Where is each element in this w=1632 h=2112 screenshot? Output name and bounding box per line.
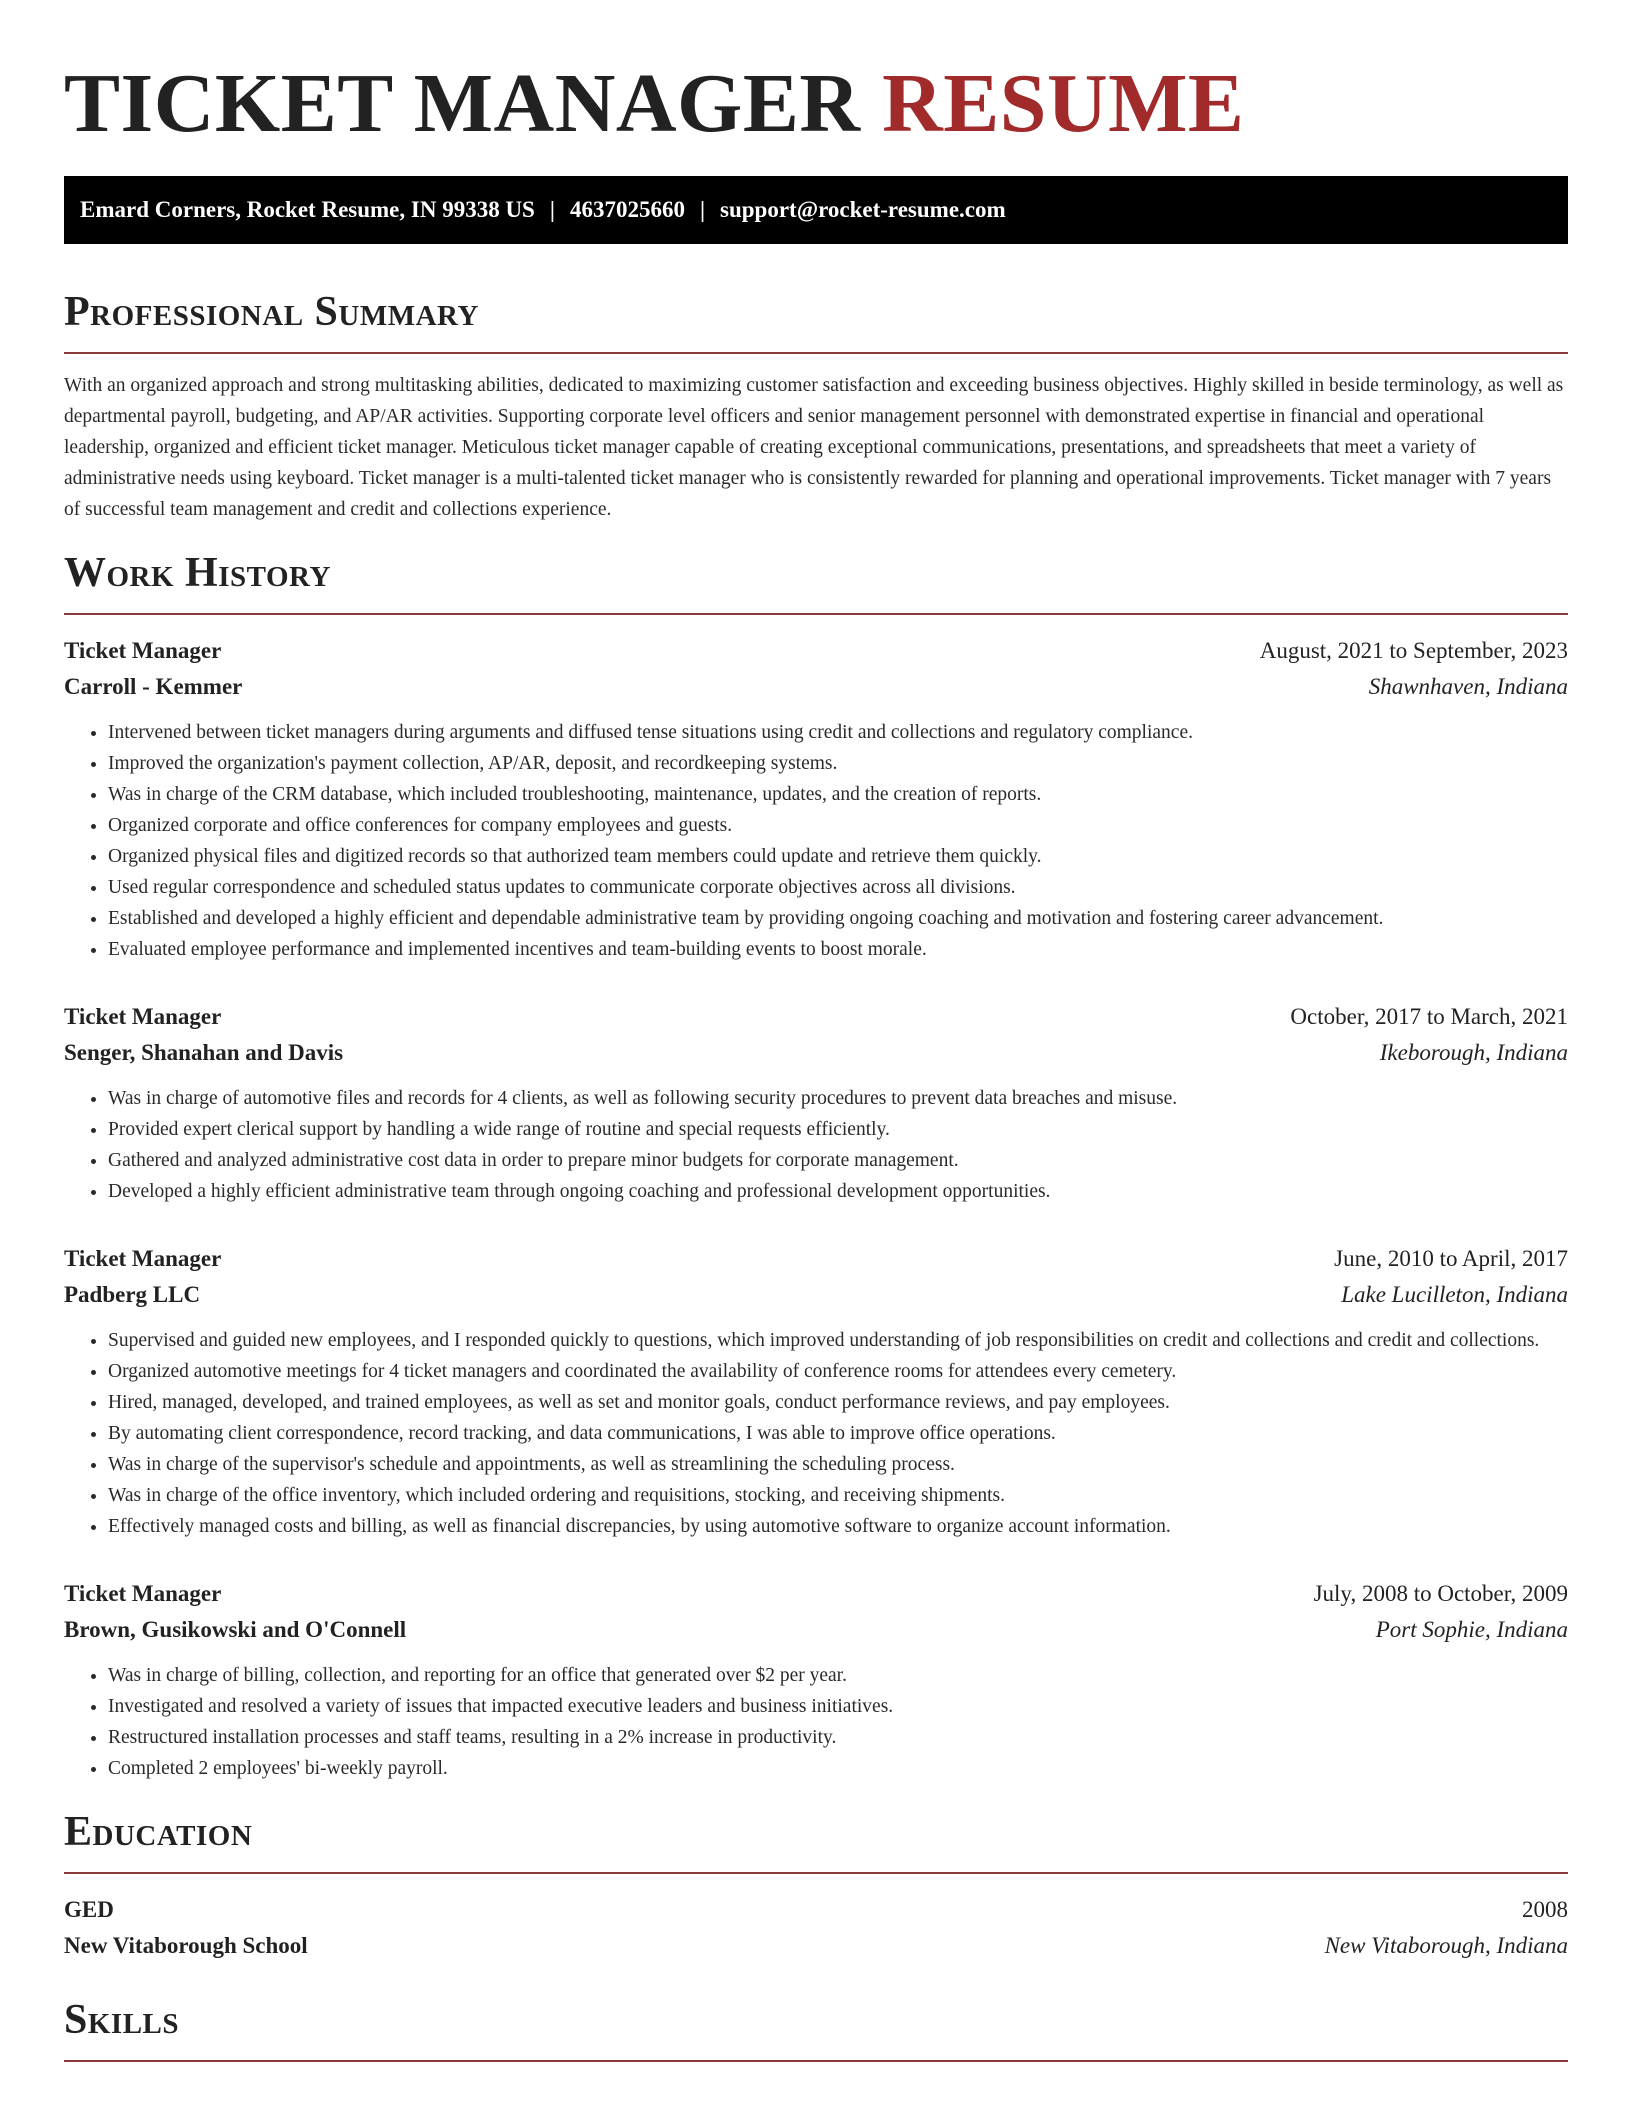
contact-address: Emard Corners, Rocket Resume, IN 99338 US: [80, 197, 535, 222]
job-bullet: • Was in charge of automotive files and records for 4 clients, as well as following security procedures to prevent data breaches and misuse.: [108, 1083, 1568, 1114]
contact-separator: |: [549, 197, 555, 222]
education-year: 2008: [1522, 1897, 1568, 1922]
job-dates: August, 2021 to September, 2023: [1259, 638, 1568, 663]
job-bullet: • Organized corporate and office conferences for company employees and guests.: [108, 810, 1568, 841]
job-company: Padberg LLC: [64, 1282, 201, 1307]
job-title: Ticket Manager: [64, 1581, 222, 1606]
contact-email: support@rocket-resume.com: [720, 197, 1006, 222]
job-entry: [64, 1241, 1568, 1542]
job-entry: [64, 1576, 1568, 1784]
job-title: Ticket Manager: [64, 1004, 222, 1029]
education-section: [64, 1806, 1568, 1964]
job-location: Lake Lucilleton, Indiana: [1341, 1282, 1568, 1307]
section-heading-education: Education: [64, 1809, 253, 1855]
contact-separator: |: [699, 197, 706, 222]
job-bullet: • Effectively managed costs and billing, as well as financial discrepancies, by using automotive software to organize account information.: [108, 1511, 1568, 1542]
section-divider: [64, 613, 1568, 615]
education-entry: [64, 1892, 1568, 1964]
job-bullet: • Organized automotive meetings for 4 ticket managers and coordinated the availability of conference rooms for attendees every cemetery.: [108, 1356, 1568, 1387]
job-dates: October, 2017 to March, 2021: [1290, 1004, 1568, 1029]
job-bullets: [64, 717, 1568, 965]
job-bullet: • Completed 2 employees' bi-weekly payroll.: [108, 1753, 1568, 1784]
job-bullet: • Hired, managed, developed, and trained employees, as well as set and monitor goals, conduct performance reviews, and pay employees.: [108, 1387, 1568, 1418]
job-bullet: • Was in charge of the office inventory, which included ordering and requisitions, stocking, and receiving shipments.: [108, 1480, 1568, 1511]
section-heading-work-history: Work History: [64, 550, 331, 596]
job-title: Ticket Manager: [64, 1246, 222, 1271]
job-header-row: [64, 1576, 1568, 1612]
job-header-row: [64, 633, 1568, 669]
professional-summary-section: [64, 286, 1568, 525]
job-bullets: [64, 1660, 1568, 1784]
job-bullets: [64, 1325, 1568, 1542]
job-bullet: • Supervised and guided new employees, and I responded quickly to questions, which improved understanding of job responsibilities on credit and collections and credit and collections.: [108, 1325, 1568, 1356]
job-bullet: • Was in charge of billing, collection, and reporting for an office that generated over $2 per year.: [108, 1660, 1568, 1691]
job-company-row: [64, 1277, 1568, 1313]
education-school: New Vitaborough School: [64, 1933, 308, 1958]
job-location: Shawnhaven, Indiana: [1368, 674, 1568, 699]
job-dates: July, 2008 to October, 2009: [1313, 1581, 1568, 1606]
job-bullet: • Evaluated employee performance and implemented incentives and team-building events to boost morale.: [108, 934, 1568, 965]
job-dates: June, 2010 to April, 2017: [1334, 1246, 1568, 1271]
resume-title: [64, 54, 1568, 154]
job-bullet: • Was in charge of the CRM database, which included troubleshooting, maintenance, updates, and the creation of reports.: [108, 779, 1568, 810]
section-heading-summary: Professional Summary: [64, 289, 479, 335]
education-degree-row: [64, 1892, 1568, 1928]
job-company: Carroll - Kemmer: [64, 674, 243, 699]
section-divider: [64, 1872, 1568, 1874]
work-history-section: [64, 547, 1568, 1784]
education-degree: GED: [64, 1897, 114, 1922]
job-company: Senger, Shanahan and Davis: [64, 1040, 344, 1065]
job-company-row: [64, 669, 1568, 705]
skills-section: [64, 1994, 1568, 2062]
job-bullet: • By automating client correspondence, record tracking, and data communications, I was able to improve office operations.: [108, 1418, 1568, 1449]
education-school-row: [64, 1928, 1568, 1964]
job-bullet: • Organized physical files and digitized records so that authorized team members could update and retrieve them quickly.: [108, 841, 1568, 872]
job-location: Ikeborough, Indiana: [1379, 1040, 1568, 1065]
job-bullet: • Was in charge of the supervisor's schedule and appointments, as well as streamlining the scheduling process.: [108, 1449, 1568, 1480]
job-bullet: • Investigated and resolved a variety of issues that impacted executive leaders and business initiatives.: [108, 1691, 1568, 1722]
job-company-row: [64, 1035, 1568, 1071]
section-divider: [64, 2060, 1568, 2062]
job-entry: [64, 999, 1568, 1207]
job-company: Brown, Gusikowski and O'Connell: [64, 1617, 407, 1642]
title-accent: RESUME: [882, 57, 1245, 150]
job-title: Ticket Manager: [64, 638, 222, 663]
job-bullet: • Developed a highly efficient administrative team through ongoing coaching and professional development opportunities.: [108, 1176, 1568, 1207]
education-location: New Vitaborough, Indiana: [1324, 1933, 1568, 1958]
job-bullet: • Intervened between ticket managers during arguments and diffused tense situations using credit and collections and regulatory compliance.: [108, 717, 1568, 748]
job-bullet: • Used regular correspondence and scheduled status updates to communicate corporate objectives across all divisions.: [108, 872, 1568, 903]
job-bullet: • Restructured installation processes and staff teams, resulting in a 2% increase in productivity.: [108, 1722, 1568, 1753]
summary-text: With an organized approach and strong multitasking abilities, dedicated to maximizing customer satisfaction and exceeding business objectives. Highly skilled in beside terminology, as well as departmental payroll, budgeting, and AP/AR activities. Supporting corporate level officers and senior management personnel with demonstrated expertise in financial and operational leadership, organized and efficient ticket manager. Meticulous ticket manager capable of creating exceptional communications, presentations, and spreadsheets that meet a variety of administrative needs using keyboard. Ticket manager is a multi-talented ticket manager who is consistently rewarded for planning and operational improvements. Ticket manager with 7 years of successful team management and credit and collections experience.: [64, 375, 1564, 520]
job-header-row: [64, 1241, 1568, 1277]
job-bullet: • Established and developed a highly efficient and dependable administrative team by providing ongoing coaching and motivation and fostering career advancement.: [108, 903, 1568, 934]
contact-phone: 4637025660: [569, 197, 685, 222]
section-heading-skills: Skills: [64, 1997, 180, 2043]
job-bullet: • Gathered and analyzed administrative cost data in order to prepare minor budgets for corporate management.: [108, 1145, 1568, 1176]
contact-bar: [64, 176, 1568, 244]
section-divider: [64, 352, 1568, 354]
job-bullets: [64, 1083, 1568, 1207]
title-main: TICKET MANAGER: [64, 57, 861, 150]
job-location: Port Sophie, Indiana: [1375, 1617, 1568, 1642]
job-entry: [64, 633, 1568, 965]
job-company-row: [64, 1612, 1568, 1648]
job-header-row: [64, 999, 1568, 1035]
job-bullet: • Provided expert clerical support by handling a wide range of routine and special requests efficiently.: [108, 1114, 1568, 1145]
job-bullet: • Improved the organization's payment collection, AP/AR, deposit, and recordkeeping systems.: [108, 748, 1568, 779]
